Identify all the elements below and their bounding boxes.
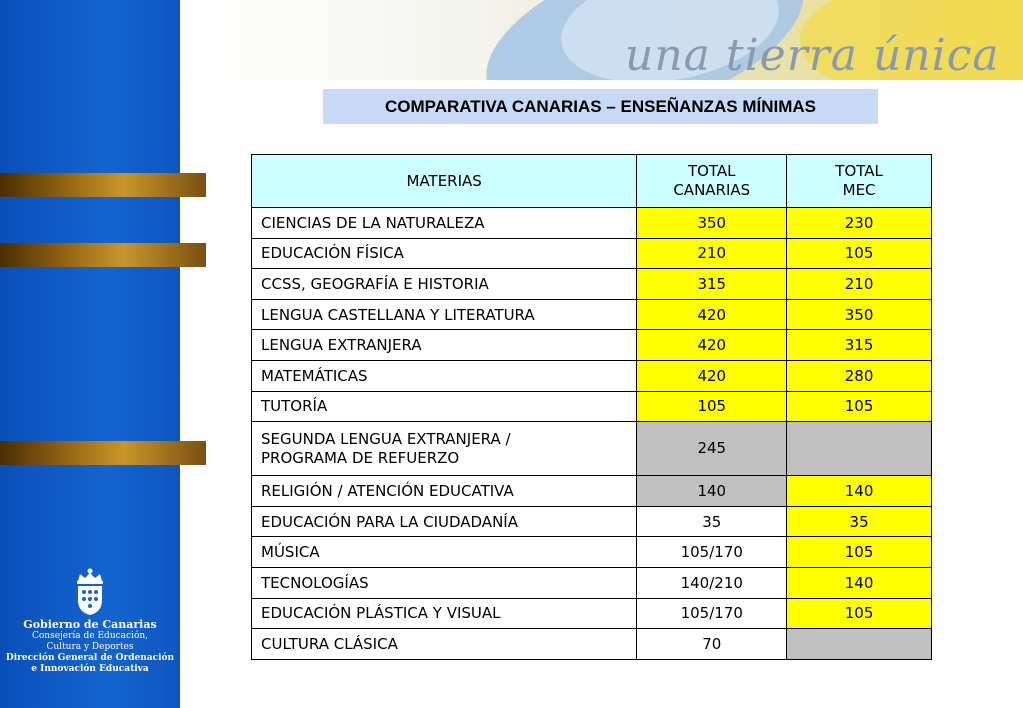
header-banner	[180, 0, 1023, 80]
table-row	[252, 422, 932, 476]
subject-cell: MATEMÁTICAS	[252, 360, 637, 391]
header-text: TOTAL	[835, 162, 883, 180]
header-total-mec	[787, 155, 932, 208]
logo-subtitle: Cultura y Deportes	[46, 642, 134, 652]
table-row	[252, 360, 932, 391]
subject-cell: EDUCACIÓN PLÁSTICA Y VISUAL	[252, 598, 637, 629]
banner-slogan: una tierra única	[625, 30, 1000, 80]
subject-cell: EDUCACIÓN PARA LA CIUDADANÍA	[252, 506, 637, 537]
subject-cell: EDUCACIÓN FÍSICA	[252, 238, 637, 269]
subject-cell: LENGUA EXTRANJERA	[252, 330, 637, 361]
subject-cell: CULTURA CLÁSICA	[252, 629, 637, 660]
logo-subtitle: Dirección General de Ordenación	[5, 653, 175, 663]
canarias-cell: 140/210	[637, 567, 787, 598]
canarias-cell: 105/170	[637, 598, 787, 629]
subject-cell: RELIGIÓN / ATENCIÓN EDUCATIVA	[252, 476, 637, 507]
canarias-cell: 420	[637, 330, 787, 361]
subject-cell: LENGUA CASTELLANA Y LITERATURA	[252, 299, 637, 330]
subject-cell: TECNOLOGÍAS	[252, 567, 637, 598]
subject-text: PROGRAMA DE REFUERZO	[261, 448, 460, 467]
mec-cell: 140	[787, 476, 932, 507]
logo-name: Gobierno de Canarias	[23, 618, 157, 631]
logo-subtitle: e Innovación Educativa	[31, 664, 149, 674]
mec-cell: 210	[787, 269, 932, 300]
mec-cell: 280	[787, 360, 932, 391]
comparison-table	[251, 154, 932, 660]
table-row	[252, 629, 932, 660]
mec-cell: 105	[787, 537, 932, 568]
header-total-canarias	[637, 155, 787, 208]
logo-subtitle: Consejería de Educación,	[31, 631, 149, 641]
header-text: CANARIAS	[673, 181, 751, 199]
table-row	[252, 208, 932, 239]
canarias-cell: 315	[637, 269, 787, 300]
canarias-cell: 420	[637, 299, 787, 330]
mec-cell: 35	[787, 506, 932, 537]
government-logo	[0, 568, 180, 675]
mec-cell: 105	[787, 598, 932, 629]
subject-cell: TUTORÍA	[252, 391, 637, 422]
canarias-cell: 105	[637, 391, 787, 422]
mec-cell: 230	[787, 208, 932, 239]
table-row	[252, 567, 932, 598]
table-row	[252, 330, 932, 361]
subject-text: SEGUNDA LENGUA EXTRANJERA /	[261, 429, 511, 448]
canarias-cell: 35	[637, 506, 787, 537]
table-row	[252, 391, 932, 422]
decorative-bar	[0, 441, 206, 465]
canarias-cell: 420	[637, 360, 787, 391]
mec-cell: 140	[787, 567, 932, 598]
header-text: TOTAL	[687, 162, 736, 180]
page-title: COMPARATIVA CANARIAS – ENSEÑANZAS MÍNIMAS	[323, 89, 878, 124]
subject-cell: CCSS, GEOGRAFÍA E HISTORIA	[252, 269, 637, 300]
mec-cell: 105	[787, 238, 932, 269]
table-row	[252, 537, 932, 568]
table-row	[252, 299, 932, 330]
canarias-cell: 140	[637, 476, 787, 507]
canarias-cell: 350	[637, 208, 787, 239]
canarias-cell: 105/170	[637, 537, 787, 568]
mec-cell: 350	[787, 299, 932, 330]
header-materias: MATERIAS	[252, 155, 637, 208]
mec-cell	[787, 422, 932, 476]
subject-cell: MÚSICA	[252, 537, 637, 568]
table-row	[252, 476, 932, 507]
decorative-bar	[0, 173, 206, 197]
subject-cell	[252, 422, 637, 476]
canarias-cell: 245	[637, 422, 787, 476]
decorative-bar	[0, 243, 206, 267]
canarias-cell: 70	[637, 629, 787, 660]
subject-cell: CIENCIAS DE LA NATURALEZA	[252, 208, 637, 239]
table-row	[252, 238, 932, 269]
table-row	[252, 598, 932, 629]
mec-cell	[787, 629, 932, 660]
table-row	[252, 506, 932, 537]
table-row	[252, 269, 932, 300]
canarias-cell: 210	[637, 238, 787, 269]
header-text: MEC	[842, 181, 876, 199]
coat-of-arms-icon	[70, 568, 110, 616]
mec-cell: 105	[787, 391, 932, 422]
table-header-row	[252, 155, 932, 208]
mec-cell: 315	[787, 330, 932, 361]
